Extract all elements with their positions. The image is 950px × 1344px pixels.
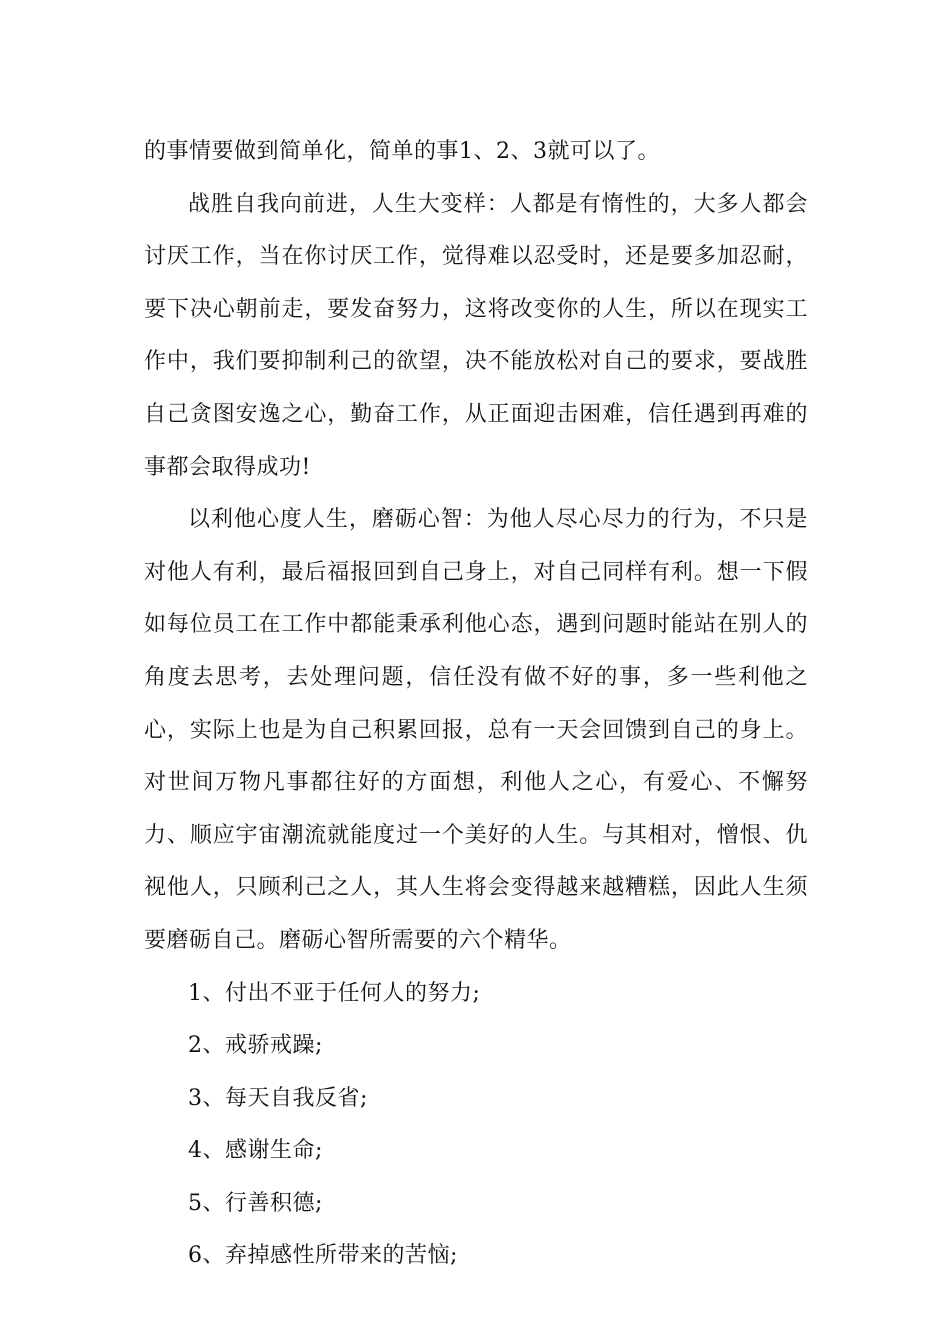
list-item: 6、弃掉感性所带来的苦恼;	[188, 1243, 458, 1269]
paragraph-overcome-self: 战胜自我向前进，人生大变样：人都是有惰性的，大多人都会讨厌工作，当在你讨厌工作，觉得难以忍受时，还是要多加忍耐，要下决心朝前走，要发奋努力，这将改变你的人生，所以在现实工作中，我们要抑制利己的欲望，决不能放松对自己的要求，要战胜自己贪图安逸之心，勤奋工作，从正面迎击困难，信任遇到再难的事都会取得成功!	[144, 191, 808, 480]
list-item: 1、付出不亚于任何人的努力;	[188, 980, 481, 1006]
list-item: 3、每天自我反省;	[188, 1085, 368, 1111]
document-body	[144, 126, 808, 1283]
paragraph-altruism: 以利他心度人生，磨砺心智：为他人尽心尽力的行为，不只是对他人有利，最后福报回到自己身上，对自己同样有利。想一下假如每位员工在工作中都能秉承利他心态，遇到问题时能站在别人的角度去思考，去处理问题，信任没有做不好的事，多一些利他之心，实际上也是为自己积累回报，总有一天会回馈到自己的身上。对世间万物凡事都往好的方面想，利他人之心，有爱心、不懈努力、顺应宇宙潮流就能度过一个美好的人生。与其相对，憎恨、仇视他人，只顾利己之人，其人生将会变得越来越糟糕，因此人生须要磨砺自己。磨砺心智所需要的六个精华。	[144, 507, 808, 953]
list-item: 4、感谢生命;	[188, 1138, 323, 1164]
paragraph-continuation: 的事情要做到简单化，简单的事1、2、3就可以了。	[144, 139, 660, 164]
list-item: 2、戒骄戒躁;	[188, 1033, 323, 1059]
list-item: 5、行善积德;	[188, 1190, 323, 1216]
